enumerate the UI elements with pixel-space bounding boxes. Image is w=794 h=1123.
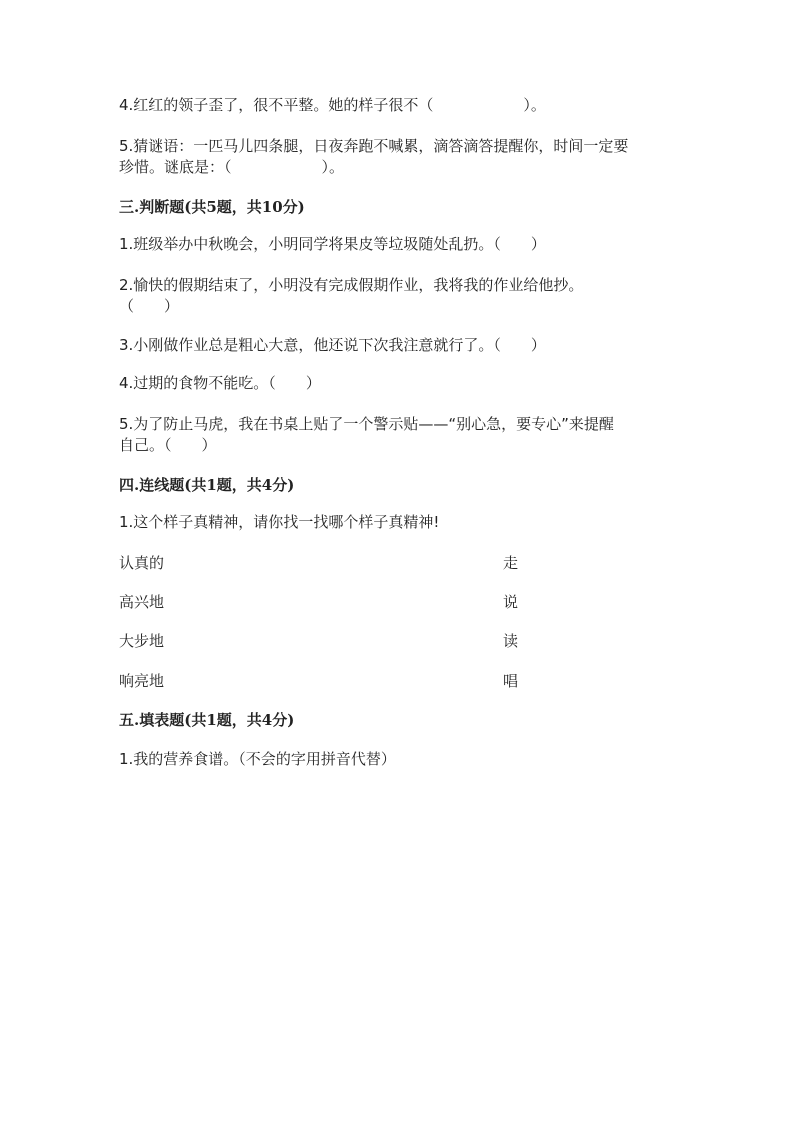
section-heading-table: 五.填表题(共1题，共4分) (119, 711, 295, 729)
judge-question-5-line2: 自己。（ ） (119, 436, 217, 454)
matching-right-item: 唱 (503, 672, 519, 690)
fill-question-4: 4.红红的领子歪了，很不平整。她的样子很不（ ）。 (119, 96, 546, 114)
judge-question-3: 3.小刚做作业总是粗心大意，他还说下次我注意就行了。（ ） (119, 336, 546, 354)
judge-question-2-line1: 2.愉快的假期结束了，小明没有完成假期作业，我将我的作业给他抄。 (119, 276, 584, 294)
fill-question-5-line2: 珍惜。谜底是：（ ）。 (119, 158, 345, 176)
table-question-1: 1.我的营养食谱。（不会的字用拼音代替） (119, 750, 396, 768)
section-heading-matching: 四.连线题(共1题，共4分) (119, 476, 295, 494)
matching-right-item: 读 (503, 632, 519, 650)
matching-question-1: 1.这个样子真精神，请你找一找哪个样子真精神! (119, 513, 440, 531)
matching-left-item: 认真的 (119, 554, 165, 572)
judge-question-4: 4.过期的食物不能吃。（ ） (119, 374, 321, 392)
judge-question-1: 1.班级举办中秋晚会，小明同学将果皮等垃圾随处乱扔。（ ） (119, 235, 546, 253)
matching-right-item: 走 (503, 554, 519, 572)
judge-question-2-line2: （ ） (119, 297, 180, 315)
matching-left-item: 大步地 (119, 632, 165, 650)
matching-left-item: 响亮地 (119, 672, 165, 690)
fill-question-5-line1: 5.猜谜语：一匹马儿四条腿，日夜奔跑不喊累，滴答滴答提醒你，时间一定要 (119, 137, 629, 155)
matching-right-item: 说 (503, 593, 519, 611)
section-heading-judgement: 三.判断题(共5题，共10分) (119, 198, 305, 216)
matching-left-item: 高兴地 (119, 593, 165, 611)
judge-question-5-line1: 5.为了防止马虎，我在书桌上贴了一个警示贴——“别心急，要专心”来提醒 (119, 415, 614, 433)
